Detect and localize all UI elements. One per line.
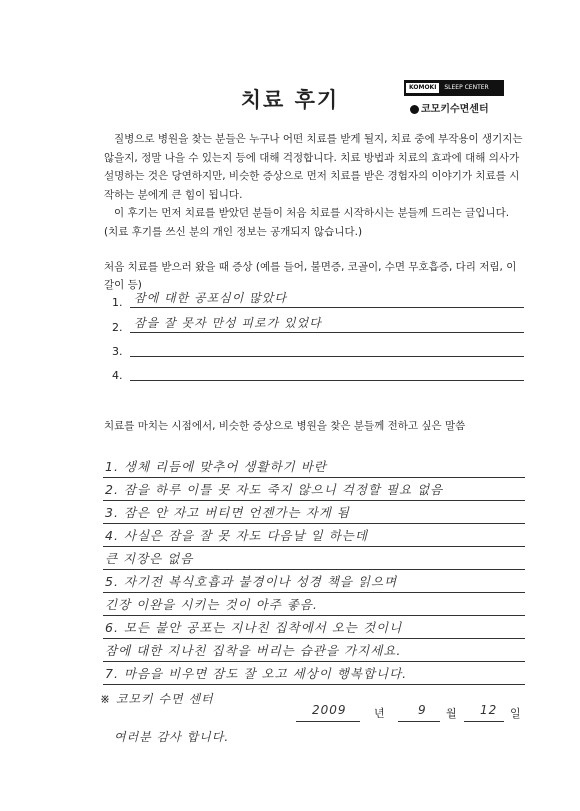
message-line (103, 501, 525, 524)
date-month: 9 (418, 703, 427, 717)
message-text: 큰 지장은 없음 (105, 551, 194, 566)
message-line (103, 478, 525, 501)
message-text: 잠에 대한 지나친 집착을 버리는 습관을 가지세요. (105, 643, 402, 658)
message-text: 4. 사실은 잠을 잘 못 자도 다음날 일 하는데 (105, 528, 368, 543)
date-day-rule (464, 721, 504, 722)
date-year-unit: 년 (374, 707, 385, 720)
intro-paragraph-1: 질병으로 병원을 찾는 분들은 누구나 어떤 치료를 받게 될지, 치료 중에 부작용이 생기지는 않을지, 정말 나을 수 있는지 등에 대해 걱정합니다. 치료 방법과 치료의 효과에 대해 의사가 설명하는 것은 당연하지만, 비슷한 증상으로 먼저 치료를 받은 경험자의 이야기가 치료를 시작하는 분에게 큰 힘이 됩니다. (104, 133, 523, 201)
symptom-number: 4. (112, 369, 123, 382)
date-year-rule (296, 721, 360, 722)
message-text: 1. 생체 리듬에 맞추어 생활하기 바란 (105, 459, 327, 474)
symptoms-question: 처음 치료를 받으러 왔을 때 증상 (예를 들어, 불면증, 코골이, 수면 무호흡증, 다리 저림, 이갈이 등) (104, 261, 517, 291)
message-line (103, 570, 525, 593)
moon-logo-icon (410, 105, 419, 114)
message-text: 긴장 이완을 시키는 것이 아주 좋음. (105, 597, 318, 612)
symptom-number: 2. (112, 321, 123, 334)
message-line (103, 639, 525, 662)
clinic-name (410, 100, 489, 115)
answer-rule (130, 356, 524, 357)
intro-text (104, 130, 524, 241)
date-day: 12 (480, 703, 498, 717)
brand-tagline: SLEEP CENTER (444, 84, 489, 91)
answer-rule (130, 307, 524, 308)
date-month-unit: 월 (446, 707, 457, 720)
message-question: 치료를 마치는 시점에서, 비슷한 증상으로 병원을 찾은 분들께 전하고 싶은 말씀 (104, 420, 466, 432)
message-text: 5. 자기전 복식호흡과 불경이나 성경 책을 읽으며 (105, 574, 398, 589)
symptom-line-4 (112, 364, 524, 382)
message-text: 7. 마음을 비우면 잠도 잘 오고 세상이 행복합니다. (105, 666, 408, 681)
intro-paragraph-2: 이 후기는 먼저 치료를 받았던 분들이 처음 치료를 시작하시는 분들께 드리는 글입니다. (치료 후기를 쓰신 분의 개인 정보는 공개되지 않습니다.) (104, 207, 510, 238)
message-text: 6. 모든 불안 공포는 지나친 집착에서 오는 것이니 (105, 620, 403, 635)
symptom-line-2 (112, 316, 524, 334)
signature-line-2: 여러분 감사 합니다. (114, 730, 230, 744)
symptom-line-1 (112, 291, 524, 309)
message-line (103, 662, 525, 685)
symptom-answer: 잠을 잘 못자 만성 피로가 있었다 (134, 316, 322, 330)
symptom-line-3 (112, 340, 524, 358)
page-title: 치료 후기 (240, 88, 340, 112)
message-line (103, 616, 525, 639)
message-text: 2. 잠을 하루 이틀 못 자도 죽지 않으니 걱정할 필요 없음 (105, 482, 444, 497)
message-line (103, 524, 525, 547)
clinic-name-text: 코모키수면센터 (421, 104, 489, 115)
symptom-number: 1. (112, 296, 123, 309)
symptom-number: 3. (112, 345, 123, 358)
date-day-unit: 일 (510, 707, 521, 720)
message-line (103, 593, 525, 616)
signature-line-1: ※ 코모키 수면 센터 (100, 692, 214, 706)
answer-rule (130, 380, 524, 381)
date-month-rule (398, 721, 440, 722)
brand-logo-bar (404, 80, 504, 96)
symptom-answer: 잠에 대한 공포심이 많았다 (134, 291, 287, 305)
brand-logo-text: KOMOKI (406, 83, 439, 93)
message-line (103, 547, 525, 570)
answer-rule (130, 332, 524, 333)
message-line (103, 455, 525, 478)
message-text: 3. 잠은 안 자고 버티면 언젠가는 자게 됨 (105, 505, 350, 520)
date-year: 2009 (312, 703, 347, 717)
